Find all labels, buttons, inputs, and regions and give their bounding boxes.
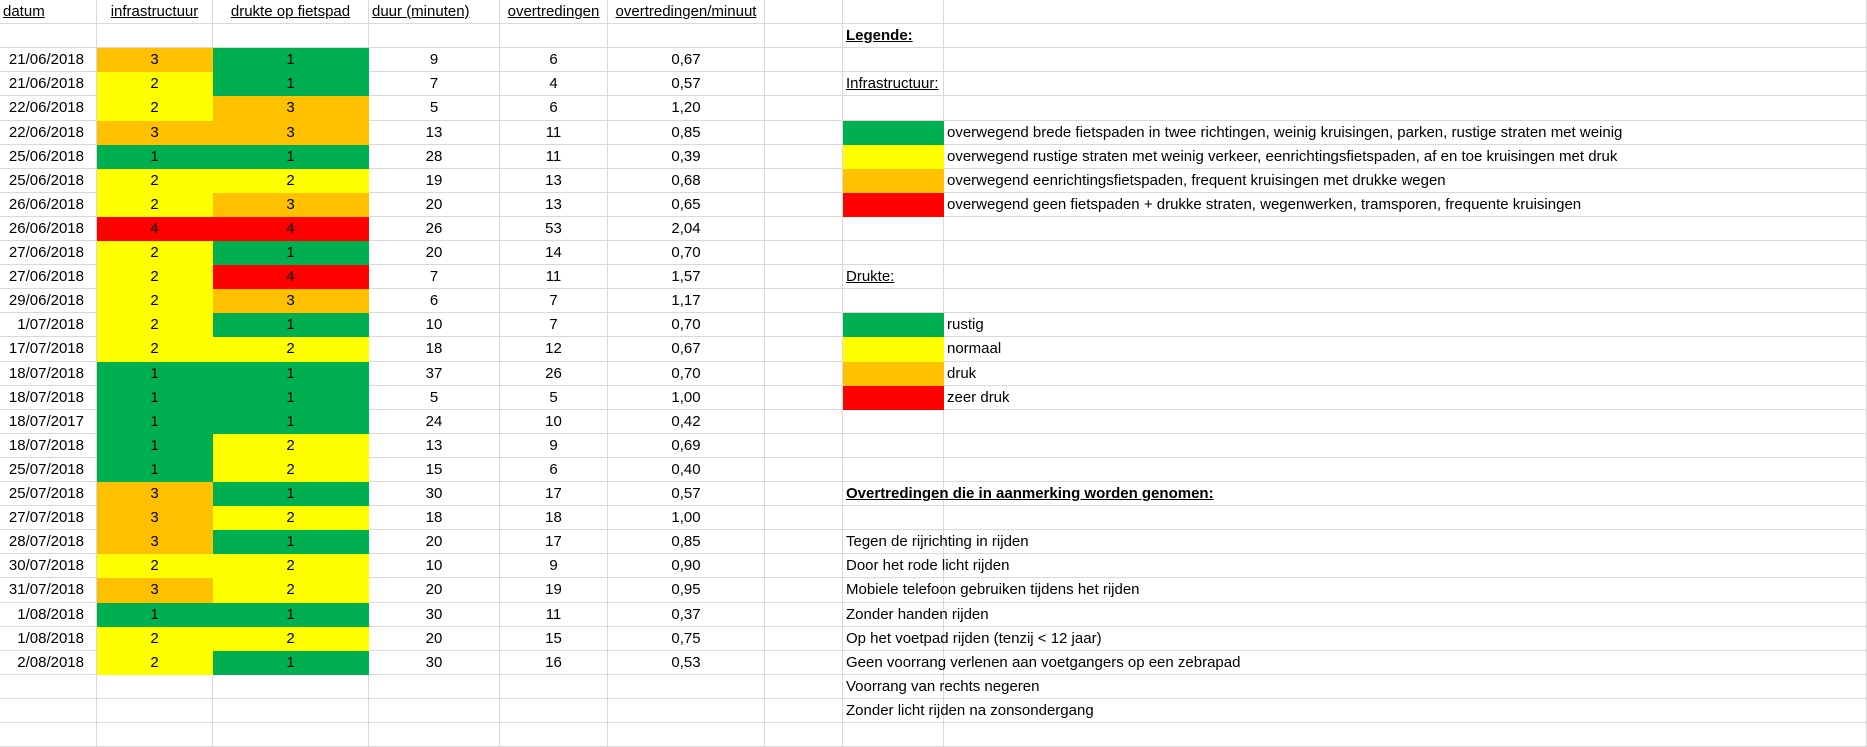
cell-duur[interactable]: 10 (369, 313, 500, 337)
cell-drukte[interactable]: 2 (213, 169, 369, 193)
empty-cell[interactable] (608, 24, 765, 48)
cell-infrastructuur[interactable]: 1 (97, 434, 213, 458)
empty-cell[interactable] (765, 723, 843, 747)
cell-overtredingen[interactable]: 11 (500, 265, 608, 289)
empty-cell[interactable] (944, 24, 1867, 48)
cell-drukte[interactable]: 1 (213, 241, 369, 265)
cell-overtredingen[interactable]: 5 (500, 386, 608, 410)
legend-infra-swatch-green (843, 121, 944, 145)
cell-drukte[interactable]: 3 (213, 96, 369, 121)
empty-cell[interactable] (765, 145, 843, 169)
cell-overtredingen[interactable]: 19 (500, 578, 608, 603)
empty-cell[interactable] (765, 169, 843, 193)
empty-cell[interactable] (843, 217, 944, 241)
empty-cell[interactable] (213, 675, 369, 699)
cell-duur[interactable]: 15 (369, 458, 500, 482)
cell-duur[interactable]: 30 (369, 482, 500, 506)
empty-cell[interactable] (765, 434, 843, 458)
cell-duur[interactable]: 10 (369, 554, 500, 578)
cell-infrastructuur[interactable]: 1 (97, 386, 213, 410)
cell-infrastructuur[interactable]: 2 (97, 169, 213, 193)
empty-cell[interactable] (944, 96, 1867, 121)
header-infrastructuur[interactable]: infrastructuur (97, 0, 213, 24)
cell-duur[interactable]: 18 (369, 506, 500, 530)
cell-drukte[interactable]: 2 (213, 506, 369, 530)
empty-cell[interactable] (765, 289, 843, 313)
legend-infra-swatch-orange (843, 169, 944, 193)
empty-cell[interactable] (944, 554, 1867, 578)
cell-infrastructuur[interactable]: 4 (97, 217, 213, 241)
legend-overtreding-item: Mobiele telefoon gebruiken tijdens het rijden (846, 581, 1140, 598)
cell-infrastructuur[interactable]: 3 (97, 48, 213, 72)
empty-cell[interactable] (0, 675, 97, 699)
empty-cell[interactable] (765, 627, 843, 651)
cell-infrastructuur[interactable]: 2 (97, 96, 213, 121)
cell-infrastructuur[interactable]: 2 (97, 627, 213, 651)
legend-drukte-swatch-yellow (843, 337, 944, 362)
empty-cell[interactable] (944, 72, 1867, 96)
empty-cell[interactable] (765, 506, 843, 530)
cell-duur[interactable]: 24 (369, 410, 500, 434)
empty-cell[interactable] (944, 241, 1867, 265)
cell-per-minuut[interactable]: 0,75 (608, 627, 765, 651)
empty-cell[interactable] (765, 675, 843, 699)
cell-overtredingen[interactable]: 9 (500, 434, 608, 458)
cell-duur[interactable]: 7 (369, 265, 500, 289)
cell-datum[interactable]: 25/06/2018 (0, 169, 97, 193)
cell-datum[interactable]: 30/07/2018 (0, 554, 97, 578)
header-overtredingen-per-minuut[interactable]: overtredingen/minuut (608, 0, 765, 24)
empty-cell[interactable] (500, 699, 608, 723)
cell-per-minuut[interactable]: 0,85 (608, 121, 765, 145)
empty-cell[interactable] (944, 434, 1867, 458)
cell-drukte[interactable]: 3 (213, 121, 369, 145)
cell-per-minuut[interactable]: 0,68 (608, 169, 765, 193)
legend-drukte-text: normaal (947, 340, 1002, 357)
cell-per-minuut[interactable]: 1,00 (608, 506, 765, 530)
cell-datum[interactable]: 25/07/2018 (0, 458, 97, 482)
cell-duur[interactable]: 20 (369, 530, 500, 554)
cell-drukte[interactable]: 2 (213, 627, 369, 651)
cell-duur[interactable]: 20 (369, 627, 500, 651)
empty-cell[interactable] (944, 530, 1867, 554)
empty-cell[interactable] (765, 265, 843, 289)
empty-cell[interactable] (0, 723, 97, 747)
cell-infrastructuur[interactable]: 1 (97, 410, 213, 434)
empty-cell[interactable] (97, 699, 213, 723)
header-drukte[interactable]: drukte op fietspad (213, 0, 369, 24)
cell-overtredingen[interactable]: 16 (500, 651, 608, 675)
cell-per-minuut[interactable]: 1,57 (608, 265, 765, 289)
empty-cell[interactable] (843, 241, 944, 265)
cell-drukte[interactable]: 1 (213, 482, 369, 506)
cell-datum[interactable]: 18/07/2018 (0, 434, 97, 458)
empty-cell[interactable] (369, 24, 500, 48)
legend-drukte-swatch-red (843, 386, 944, 410)
cell-overtredingen[interactable]: 11 (500, 603, 608, 627)
cell-duur[interactable]: 20 (369, 578, 500, 603)
cell-overtredingen[interactable]: 12 (500, 337, 608, 362)
empty-cell[interactable] (500, 24, 608, 48)
cell-overtredingen[interactable]: 15 (500, 627, 608, 651)
cell-overtredingen[interactable]: 4 (500, 72, 608, 96)
empty-cell[interactable] (843, 0, 944, 24)
cell-datum[interactable]: 22/06/2018 (0, 121, 97, 145)
empty-cell[interactable] (765, 482, 843, 506)
cell-overtredingen[interactable]: 14 (500, 241, 608, 265)
empty-cell[interactable] (765, 699, 843, 723)
empty-cell[interactable] (944, 48, 1867, 72)
cell-overtredingen[interactable]: 6 (500, 96, 608, 121)
cell-per-minuut[interactable]: 0,90 (608, 554, 765, 578)
empty-cell[interactable] (608, 699, 765, 723)
empty-cell[interactable] (843, 48, 944, 72)
cell-overtredingen[interactable]: 53 (500, 217, 608, 241)
cell-drukte[interactable]: 1 (213, 603, 369, 627)
cell-infrastructuur[interactable]: 3 (97, 121, 213, 145)
cell-overtredingen[interactable]: 11 (500, 145, 608, 169)
cell-drukte[interactable]: 2 (213, 578, 369, 603)
cell-drukte[interactable]: 2 (213, 458, 369, 482)
cell-duur[interactable]: 19 (369, 169, 500, 193)
cell-overtredingen[interactable]: 17 (500, 482, 608, 506)
cell-overtredingen[interactable]: 7 (500, 289, 608, 313)
cell-datum[interactable]: 1/07/2018 (0, 313, 97, 337)
cell-datum[interactable]: 2/08/2018 (0, 651, 97, 675)
cell-infrastructuur[interactable]: 1 (97, 458, 213, 482)
legend-overtreding-item: Zonder handen rijden (846, 606, 989, 623)
cell-drukte[interactable]: 1 (213, 48, 369, 72)
cell-datum[interactable]: 26/06/2018 (0, 193, 97, 217)
empty-cell[interactable] (944, 362, 1867, 386)
cell-drukte[interactable]: 1 (213, 530, 369, 554)
cell-datum[interactable]: 27/07/2018 (0, 506, 97, 530)
empty-cell[interactable] (97, 675, 213, 699)
empty-cell[interactable] (765, 410, 843, 434)
cell-per-minuut[interactable]: 1,17 (608, 289, 765, 313)
empty-cell[interactable] (213, 699, 369, 723)
cell-per-minuut[interactable]: 1,20 (608, 96, 765, 121)
cell-per-minuut[interactable]: 1,00 (608, 386, 765, 410)
legend-drukte-text: rustig (947, 316, 984, 333)
cell-infrastructuur[interactable]: 2 (97, 313, 213, 337)
empty-cell[interactable] (843, 289, 944, 313)
cell-datum[interactable]: 18/07/2018 (0, 362, 97, 386)
legend-drukte-swatch-green (843, 313, 944, 337)
empty-cell[interactable] (765, 554, 843, 578)
cell-drukte[interactable]: 2 (213, 434, 369, 458)
cell-overtredingen[interactable]: 26 (500, 362, 608, 386)
cell-drukte[interactable]: 1 (213, 386, 369, 410)
cell-infrastructuur[interactable]: 3 (97, 578, 213, 603)
empty-cell[interactable] (765, 121, 843, 145)
empty-cell[interactable] (0, 699, 97, 723)
empty-cell[interactable] (843, 506, 944, 530)
empty-cell[interactable] (944, 386, 1867, 410)
legend-infra-swatch-red (843, 193, 944, 217)
cell-duur[interactable]: 18 (369, 337, 500, 362)
empty-cell[interactable] (765, 530, 843, 554)
legend-infra-text: overwegend brede fietspaden in twee richtingen, weinig kruisingen, parken, rustige straten met weinig (947, 124, 1623, 141)
empty-cell[interactable] (369, 723, 500, 747)
empty-cell[interactable] (765, 48, 843, 72)
cell-duur[interactable]: 20 (369, 193, 500, 217)
empty-cell[interactable] (765, 603, 843, 627)
legend-infra-text: overwegend eenrichtingsfietspaden, frequent kruisingen met drukke wegen (947, 172, 1446, 189)
legend-title: Legende: (846, 27, 913, 44)
empty-cell[interactable] (944, 458, 1867, 482)
cell-overtredingen[interactable]: 10 (500, 410, 608, 434)
cell-datum[interactable]: 26/06/2018 (0, 217, 97, 241)
cell-overtredingen[interactable]: 13 (500, 193, 608, 217)
empty-cell[interactable] (944, 410, 1867, 434)
empty-cell[interactable] (765, 241, 843, 265)
empty-cell[interactable] (500, 675, 608, 699)
empty-cell[interactable] (944, 0, 1867, 24)
cell-duur[interactable]: 5 (369, 96, 500, 121)
empty-cell[interactable] (765, 458, 843, 482)
empty-cell[interactable] (944, 603, 1867, 627)
cell-infrastructuur[interactable]: 1 (97, 145, 213, 169)
empty-cell[interactable] (213, 723, 369, 747)
cell-datum[interactable]: 21/06/2018 (0, 48, 97, 72)
cell-per-minuut[interactable]: 0,95 (608, 578, 765, 603)
empty-cell[interactable] (843, 410, 944, 434)
cell-overtredingen[interactable]: 18 (500, 506, 608, 530)
cell-overtredingen[interactable]: 17 (500, 530, 608, 554)
legend-drukte-swatch-orange (843, 362, 944, 386)
cell-drukte[interactable]: 4 (213, 265, 369, 289)
empty-cell[interactable] (944, 289, 1867, 313)
empty-cell[interactable] (765, 96, 843, 121)
cell-drukte[interactable]: 1 (213, 362, 369, 386)
cell-per-minuut[interactable]: 0,65 (608, 193, 765, 217)
cell-infrastructuur[interactable]: 3 (97, 482, 213, 506)
cell-duur[interactable]: 37 (369, 362, 500, 386)
header-duur[interactable]: duur (minuten) (369, 0, 500, 24)
empty-cell[interactable] (944, 723, 1867, 747)
header-datum[interactable]: datum (0, 0, 97, 24)
cell-per-minuut[interactable]: 0,67 (608, 337, 765, 362)
cell-datum[interactable]: 18/07/2017 (0, 410, 97, 434)
cell-duur[interactable]: 13 (369, 434, 500, 458)
cell-infrastructuur[interactable]: 2 (97, 337, 213, 362)
empty-cell[interactable] (97, 24, 213, 48)
cell-per-minuut[interactable]: 0,57 (608, 482, 765, 506)
empty-cell[interactable] (944, 217, 1867, 241)
cell-duur[interactable]: 7 (369, 72, 500, 96)
cell-overtredingen[interactable]: 6 (500, 48, 608, 72)
cell-datum[interactable]: 1/08/2018 (0, 603, 97, 627)
cell-drukte[interactable]: 1 (213, 410, 369, 434)
cell-overtredingen[interactable]: 7 (500, 313, 608, 337)
legend-infra-text: overwegend rustige straten met weinig verkeer, eenrichtingsfietspaden, af en toe kruisingen met druk (947, 148, 1618, 165)
cell-datum[interactable]: 18/07/2018 (0, 386, 97, 410)
cell-infrastructuur[interactable]: 2 (97, 193, 213, 217)
legend-drukte-text: zeer druk (947, 389, 1010, 406)
empty-cell[interactable] (843, 458, 944, 482)
empty-cell[interactable] (843, 723, 944, 747)
cell-datum[interactable]: 31/07/2018 (0, 578, 97, 603)
legend-infra-swatch-yellow (843, 145, 944, 169)
empty-cell[interactable] (944, 265, 1867, 289)
cell-duur[interactable]: 13 (369, 121, 500, 145)
cell-drukte[interactable]: 3 (213, 289, 369, 313)
cell-per-minuut[interactable]: 0,37 (608, 603, 765, 627)
cell-duur[interactable]: 5 (369, 386, 500, 410)
cell-per-minuut[interactable]: 0,42 (608, 410, 765, 434)
cell-datum[interactable]: 21/06/2018 (0, 72, 97, 96)
cell-per-minuut[interactable]: 0,70 (608, 241, 765, 265)
legend-overtreding-item: Voorrang van rechts negeren (846, 678, 1040, 695)
empty-cell[interactable] (765, 0, 843, 24)
cell-per-minuut[interactable]: 0,39 (608, 145, 765, 169)
cell-per-minuut[interactable]: 0,40 (608, 458, 765, 482)
cell-per-minuut[interactable]: 0,70 (608, 362, 765, 386)
cell-datum[interactable]: 27/06/2018 (0, 265, 97, 289)
cell-infrastructuur[interactable]: 3 (97, 530, 213, 554)
cell-infrastructuur[interactable]: 2 (97, 554, 213, 578)
legend-overtredingen-title: Overtredingen die in aanmerking worden genomen: (846, 485, 1214, 502)
cell-datum[interactable]: 28/07/2018 (0, 530, 97, 554)
empty-cell[interactable] (843, 434, 944, 458)
cell-per-minuut[interactable]: 0,53 (608, 651, 765, 675)
cell-datum[interactable]: 17/07/2018 (0, 337, 97, 362)
legend-overtreding-item: Geen voorrang verlenen aan voetgangers op een zebrapad (846, 654, 1241, 671)
cell-duur[interactable]: 20 (369, 241, 500, 265)
cell-overtredingen[interactable]: 11 (500, 121, 608, 145)
legend-drukte-title: Drukte: (846, 268, 895, 285)
legend-overtreding-item: Tegen de rijrichting in rijden (846, 533, 1029, 550)
empty-cell[interactable] (843, 96, 944, 121)
cell-datum[interactable]: 25/06/2018 (0, 145, 97, 169)
cell-infrastructuur[interactable]: 2 (97, 265, 213, 289)
cell-per-minuut[interactable]: 0,57 (608, 72, 765, 96)
cell-overtredingen[interactable]: 6 (500, 458, 608, 482)
empty-cell[interactable] (944, 313, 1867, 337)
cell-drukte[interactable]: 1 (213, 313, 369, 337)
empty-cell[interactable] (765, 217, 843, 241)
empty-cell[interactable] (608, 723, 765, 747)
empty-cell[interactable] (765, 578, 843, 603)
cell-duur[interactable]: 28 (369, 145, 500, 169)
cell-drukte[interactable]: 1 (213, 72, 369, 96)
cell-duur[interactable]: 9 (369, 48, 500, 72)
cell-per-minuut[interactable]: 0,85 (608, 530, 765, 554)
empty-cell[interactable] (944, 506, 1867, 530)
empty-cell[interactable] (944, 675, 1867, 699)
empty-cell[interactable] (213, 24, 369, 48)
legend-infra-text: overwegend geen fietspaden + drukke straten, wegenwerken, tramsporen, frequente kruisingen (947, 196, 1582, 213)
cell-infrastructuur[interactable]: 2 (97, 651, 213, 675)
cell-overtredingen[interactable]: 9 (500, 554, 608, 578)
cell-drukte[interactable]: 2 (213, 554, 369, 578)
empty-cell[interactable] (765, 24, 843, 48)
cell-duur[interactable]: 30 (369, 651, 500, 675)
empty-cell[interactable] (765, 386, 843, 410)
empty-cell[interactable] (608, 675, 765, 699)
cell-datum[interactable]: 29/06/2018 (0, 289, 97, 313)
cell-infrastructuur[interactable]: 3 (97, 506, 213, 530)
cell-drukte[interactable]: 2 (213, 337, 369, 362)
empty-cell[interactable] (369, 675, 500, 699)
cell-infrastructuur[interactable]: 1 (97, 362, 213, 386)
cell-per-minuut[interactable]: 2,04 (608, 217, 765, 241)
cell-drukte[interactable]: 3 (213, 193, 369, 217)
empty-cell[interactable] (765, 337, 843, 362)
cell-overtredingen[interactable]: 13 (500, 169, 608, 193)
cell-drukte[interactable]: 4 (213, 217, 369, 241)
header-overtredingen[interactable]: overtredingen (500, 0, 608, 24)
cell-datum[interactable]: 27/06/2018 (0, 241, 97, 265)
cell-duur[interactable]: 6 (369, 289, 500, 313)
cell-datum[interactable]: 1/08/2018 (0, 627, 97, 651)
empty-cell[interactable] (765, 362, 843, 386)
empty-cell[interactable] (369, 699, 500, 723)
empty-cell[interactable] (0, 24, 97, 48)
empty-cell[interactable] (765, 313, 843, 337)
cell-infrastructuur[interactable]: 2 (97, 72, 213, 96)
legend-overtreding-item: Zonder licht rijden na zonsondergang (846, 702, 1094, 719)
legend-infra-title: Infrastructuur: (846, 75, 939, 92)
legend-overtreding-item: Op het voetpad rijden (tenzij < 12 jaar) (846, 630, 1102, 647)
empty-cell[interactable] (765, 651, 843, 675)
cell-infrastructuur[interactable]: 2 (97, 289, 213, 313)
legend-drukte-text: druk (947, 365, 977, 382)
empty-cell[interactable] (765, 72, 843, 96)
cell-infrastructuur[interactable]: 2 (97, 241, 213, 265)
cell-duur[interactable]: 26 (369, 217, 500, 241)
cell-datum[interactable]: 25/07/2018 (0, 482, 97, 506)
legend-overtreding-item: Door het rode licht rijden (846, 557, 1010, 574)
cell-drukte[interactable]: 1 (213, 145, 369, 169)
cell-duur[interactable]: 30 (369, 603, 500, 627)
cell-per-minuut[interactable]: 0,67 (608, 48, 765, 72)
empty-cell[interactable] (97, 723, 213, 747)
cell-per-minuut[interactable]: 0,69 (608, 434, 765, 458)
cell-datum[interactable]: 22/06/2018 (0, 96, 97, 121)
cell-per-minuut[interactable]: 0,70 (608, 313, 765, 337)
empty-cell[interactable] (500, 723, 608, 747)
empty-cell[interactable] (944, 337, 1867, 362)
cell-drukte[interactable]: 1 (213, 651, 369, 675)
cell-infrastructuur[interactable]: 1 (97, 603, 213, 627)
empty-cell[interactable] (765, 193, 843, 217)
